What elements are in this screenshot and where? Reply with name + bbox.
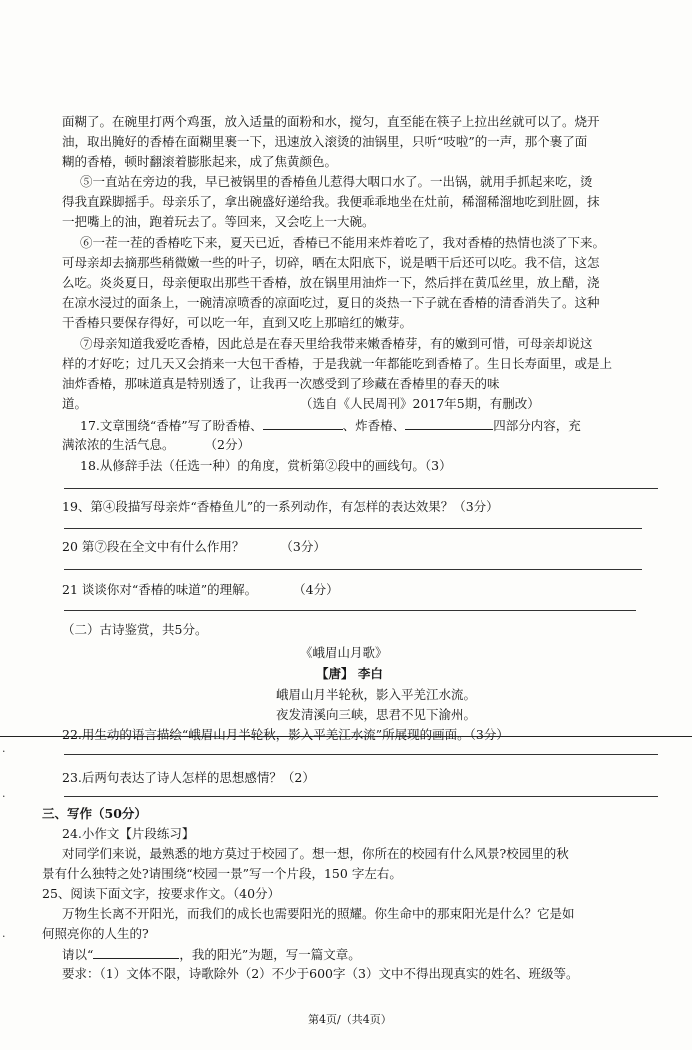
paragraph-6-line: 么吃。炎炎夏日，母亲便取出那些干香椿，放在锅里用油炸一下，然后拌在黄瓜丝里，放上醋，浇	[62, 275, 600, 290]
question-19: 19、第④段描写母亲炸“香椿鱼儿”的一系列动作，有怎样的表达效果？（3分）	[62, 499, 499, 514]
paragraph-5-line: 得我直跺脚摇手。母亲乐了，拿出碗盛好递给我。我便乖乖地坐在灶前，稀溜稀溜地吃到肚圆，抹	[62, 194, 600, 209]
question-25-requirements: 要求：（1）文体不限，诗歌除外（2）不少于600字（3）文中不得出现真实的姓名、班级等。	[62, 966, 579, 981]
section-heading-poem: （二）古诗鉴赏，共5分。	[62, 622, 208, 637]
question-20: 20 第⑦段在全文中有什么作用？ （3分）	[62, 539, 326, 554]
poem-author: 【唐】 李白	[316, 666, 383, 681]
q17-blank-2[interactable]	[405, 417, 493, 430]
question-24-text: 对同学们来说，最熟悉的地方莫过于校园了。想一想，你所在的校园有什么风景?校园里的秋	[62, 846, 569, 861]
answer-line-22[interactable]	[64, 754, 658, 755]
question-25-prompt: 请以“ ，我的阳光”为题，写一篇文章。	[62, 947, 361, 962]
title-blank[interactable]	[93, 946, 179, 959]
scan-speck: ·	[2, 930, 6, 943]
passage-line: 油，取出腌好的香椿在面糊里裹一下，迅速放入滚烫的油锅里，只听“吱啦”的一声，那个裹了面	[62, 134, 588, 149]
passage-line: 糊的香椿，顿时翻滚着膨胀起来，成了焦黄颜色。	[62, 154, 338, 169]
scan-strike-line	[0, 736, 692, 737]
question-22: 22.用生动的语言描绘“峨眉山月半轮秋，影入平羌江水流”所展现的画面。（3分）	[62, 727, 509, 742]
question-17-cont: 满浓浓的生活气息。 （2分）	[62, 437, 250, 452]
question-24-title: 24.小作文【片段练习】	[62, 826, 195, 841]
paragraph-7-line: ⑦母亲知道我爱吃香椿，因此总是在春天里给我带来嫩香椿芽，有的嫩到可惜，可母亲却说这	[80, 336, 593, 351]
paragraph-7-line: 道。	[62, 396, 88, 411]
scan-speck: ·	[2, 790, 6, 803]
question-21: 21 谈谈你对“香椿的味道”的理解。 （4分）	[62, 582, 339, 597]
question-25-text: 何照亮你的人生的?	[42, 926, 149, 941]
paragraph-7-line: 样的才好吃；过几天又会捎来一大包干香椿，于是我就一年都能吃到香椿了。生日长寿面里，或是上	[62, 356, 613, 371]
poem-title: 《峨眉山月歌》	[300, 645, 388, 660]
question-18: 18.从修辞手法（任选一种）的角度，赏析第②段中的画线句。（3）	[80, 458, 452, 473]
paragraph-6-line: ⑥一茬一茬的香椿吃下来，夏天已近，香椿已不能用来炸着吃了，我对香椿的热情也淡了下来。	[80, 235, 606, 250]
question-25-text: 万物生长离不开阳光，而我们的成长也需要阳光的照耀。你生命中的那束阳光是什么？它是如	[62, 906, 575, 921]
page-number: 第4页/（共4页）	[308, 1013, 392, 1026]
poem-line-1: 峨眉山月半轮秋，影入平羌江水流。	[276, 687, 477, 702]
question-17: 17.文章围绕“香椿”写了盼香椿、 、炸香椿、 四部分内容，充	[80, 418, 581, 433]
poem-line-2: 夜发清溪向三峡，思君不见下渝州。	[276, 707, 477, 722]
answer-line-19[interactable]	[64, 528, 642, 529]
paragraph-5-line: 一把嘴上的油，跑着玩去了。等回来，又会吃上一大碗。	[62, 214, 375, 229]
source-citation: （选自《人民周刊》2017年5期，有删改）	[300, 396, 540, 411]
paragraph-6-line: 干香椿只要保存得好，可以吃一年，直到又吃上那暗红的嫩芽。	[62, 315, 413, 330]
answer-line-20[interactable]	[64, 569, 642, 570]
answer-line-23[interactable]	[64, 796, 658, 797]
question-25-title: 25、阅读下面文字，按要求作文。（40分）	[42, 886, 281, 901]
paragraph-7-line: 油炸香椿，那味道真是特别透了，让我再一次感受到了珍藏在香椿里的春天的味	[62, 376, 500, 391]
scan-speck: ·	[2, 745, 6, 758]
answer-line-21[interactable]	[64, 610, 636, 611]
paragraph-6-line: 在凉水浸过的面条上，一碗清凉喷香的凉面吃过，夏日的炎热一下子就在香椿的清香消失了。这种	[62, 295, 600, 310]
answer-line-18[interactable]	[64, 488, 658, 489]
section-heading-writing: 三、写作（50分）	[42, 806, 147, 821]
question-23: 23.后两句表达了诗人怎样的思想感情？（2）	[62, 770, 315, 785]
q17-blank-1[interactable]	[263, 417, 343, 430]
paragraph-5-line: ⑤一直站在旁边的我，早已被锅里的香椿鱼儿惹得大咽口水了。一出锅，就用手抓起来吃，烫	[80, 174, 593, 189]
paragraph-6-line: 可母亲却去摘那些稍微嫩一些的叶子，切碎，晒在太阳底下，说是晒干后还可以吃。我不信，这怎	[62, 255, 600, 270]
question-24-text: 景有什么独特之处?请围绕“校园一景”写一个片段，150 字左右。	[42, 866, 402, 881]
passage-line: 面糊了。在碗里打两个鸡蛋，放入适量的面粉和水，搅匀，直至能在筷子上拉出丝就可以了。烧开	[62, 114, 600, 129]
